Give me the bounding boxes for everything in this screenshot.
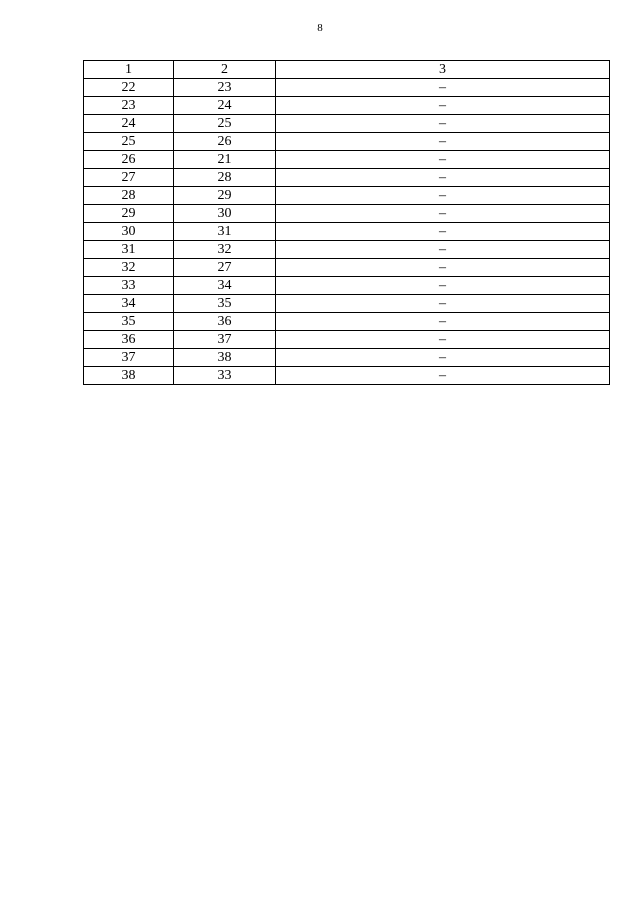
- table-row: [84, 169, 610, 187]
- table-cell: 33: [174, 367, 276, 385]
- table-cell: 29: [84, 205, 174, 223]
- table-cell: 38: [84, 367, 174, 385]
- table-row: [84, 259, 610, 277]
- table-row: [84, 331, 610, 349]
- page-number: 8: [317, 22, 323, 34]
- table-cell: –: [276, 205, 610, 223]
- table-cell: 34: [174, 277, 276, 295]
- table-cell: 24: [84, 115, 174, 133]
- table-cell: –: [276, 349, 610, 367]
- table-cell: 29: [174, 187, 276, 205]
- table-cell: 26: [174, 133, 276, 151]
- table-cell: 35: [84, 313, 174, 331]
- table-cell: –: [276, 169, 610, 187]
- table-cell: 28: [84, 187, 174, 205]
- table-cell: 30: [174, 205, 276, 223]
- table-cell: 33: [84, 277, 174, 295]
- table-cell: 23: [174, 79, 276, 97]
- table-cell: 32: [174, 241, 276, 259]
- table-row: [84, 349, 610, 367]
- table-cell: –: [276, 313, 610, 331]
- table-cell: –: [276, 151, 610, 169]
- table-cell: 37: [174, 331, 276, 349]
- table-cell: 27: [84, 169, 174, 187]
- table-row: [84, 115, 610, 133]
- table-row: [84, 313, 610, 331]
- table-cell: 28: [174, 169, 276, 187]
- table-cell: 25: [174, 115, 276, 133]
- table-cell: –: [276, 97, 610, 115]
- table-header-row: [84, 61, 610, 79]
- table-row: [84, 151, 610, 169]
- table-cell: –: [276, 223, 610, 241]
- table-cell: 34: [84, 295, 174, 313]
- table-row: [84, 97, 610, 115]
- table-cell: –: [276, 259, 610, 277]
- table-cell: 36: [84, 331, 174, 349]
- table-cell: –: [276, 367, 610, 385]
- table-cell: 25: [84, 133, 174, 151]
- table-cell: 27: [174, 259, 276, 277]
- table-row: [84, 187, 610, 205]
- table-cell: –: [276, 133, 610, 151]
- table-cell: 36: [174, 313, 276, 331]
- data-table: [83, 60, 610, 385]
- column-header-2: 2: [174, 61, 276, 79]
- table-cell: 32: [84, 259, 174, 277]
- table-cell: –: [276, 241, 610, 259]
- table-cell: 21: [174, 151, 276, 169]
- table-cell: 31: [174, 223, 276, 241]
- table-cell: –: [276, 115, 610, 133]
- table-row: [84, 367, 610, 385]
- table-cell: –: [276, 187, 610, 205]
- table-cell: 31: [84, 241, 174, 259]
- table-cell: –: [276, 79, 610, 97]
- table-cell: 35: [174, 295, 276, 313]
- table-row: [84, 295, 610, 313]
- table-row: [84, 79, 610, 97]
- table-cell: 22: [84, 79, 174, 97]
- table-cell: 24: [174, 97, 276, 115]
- table-cell: 23: [84, 97, 174, 115]
- table-cell: 38: [174, 349, 276, 367]
- table-cell: 30: [84, 223, 174, 241]
- table-cell: 26: [84, 151, 174, 169]
- table-row: [84, 205, 610, 223]
- table-cell: –: [276, 331, 610, 349]
- table-cell: –: [276, 277, 610, 295]
- table-row: [84, 133, 610, 151]
- table-cell: –: [276, 295, 610, 313]
- column-header-3: 3: [276, 61, 610, 79]
- table-cell: 37: [84, 349, 174, 367]
- table-row: [84, 277, 610, 295]
- column-header-1: 1: [84, 61, 174, 79]
- table-row: [84, 223, 610, 241]
- table-row: [84, 241, 610, 259]
